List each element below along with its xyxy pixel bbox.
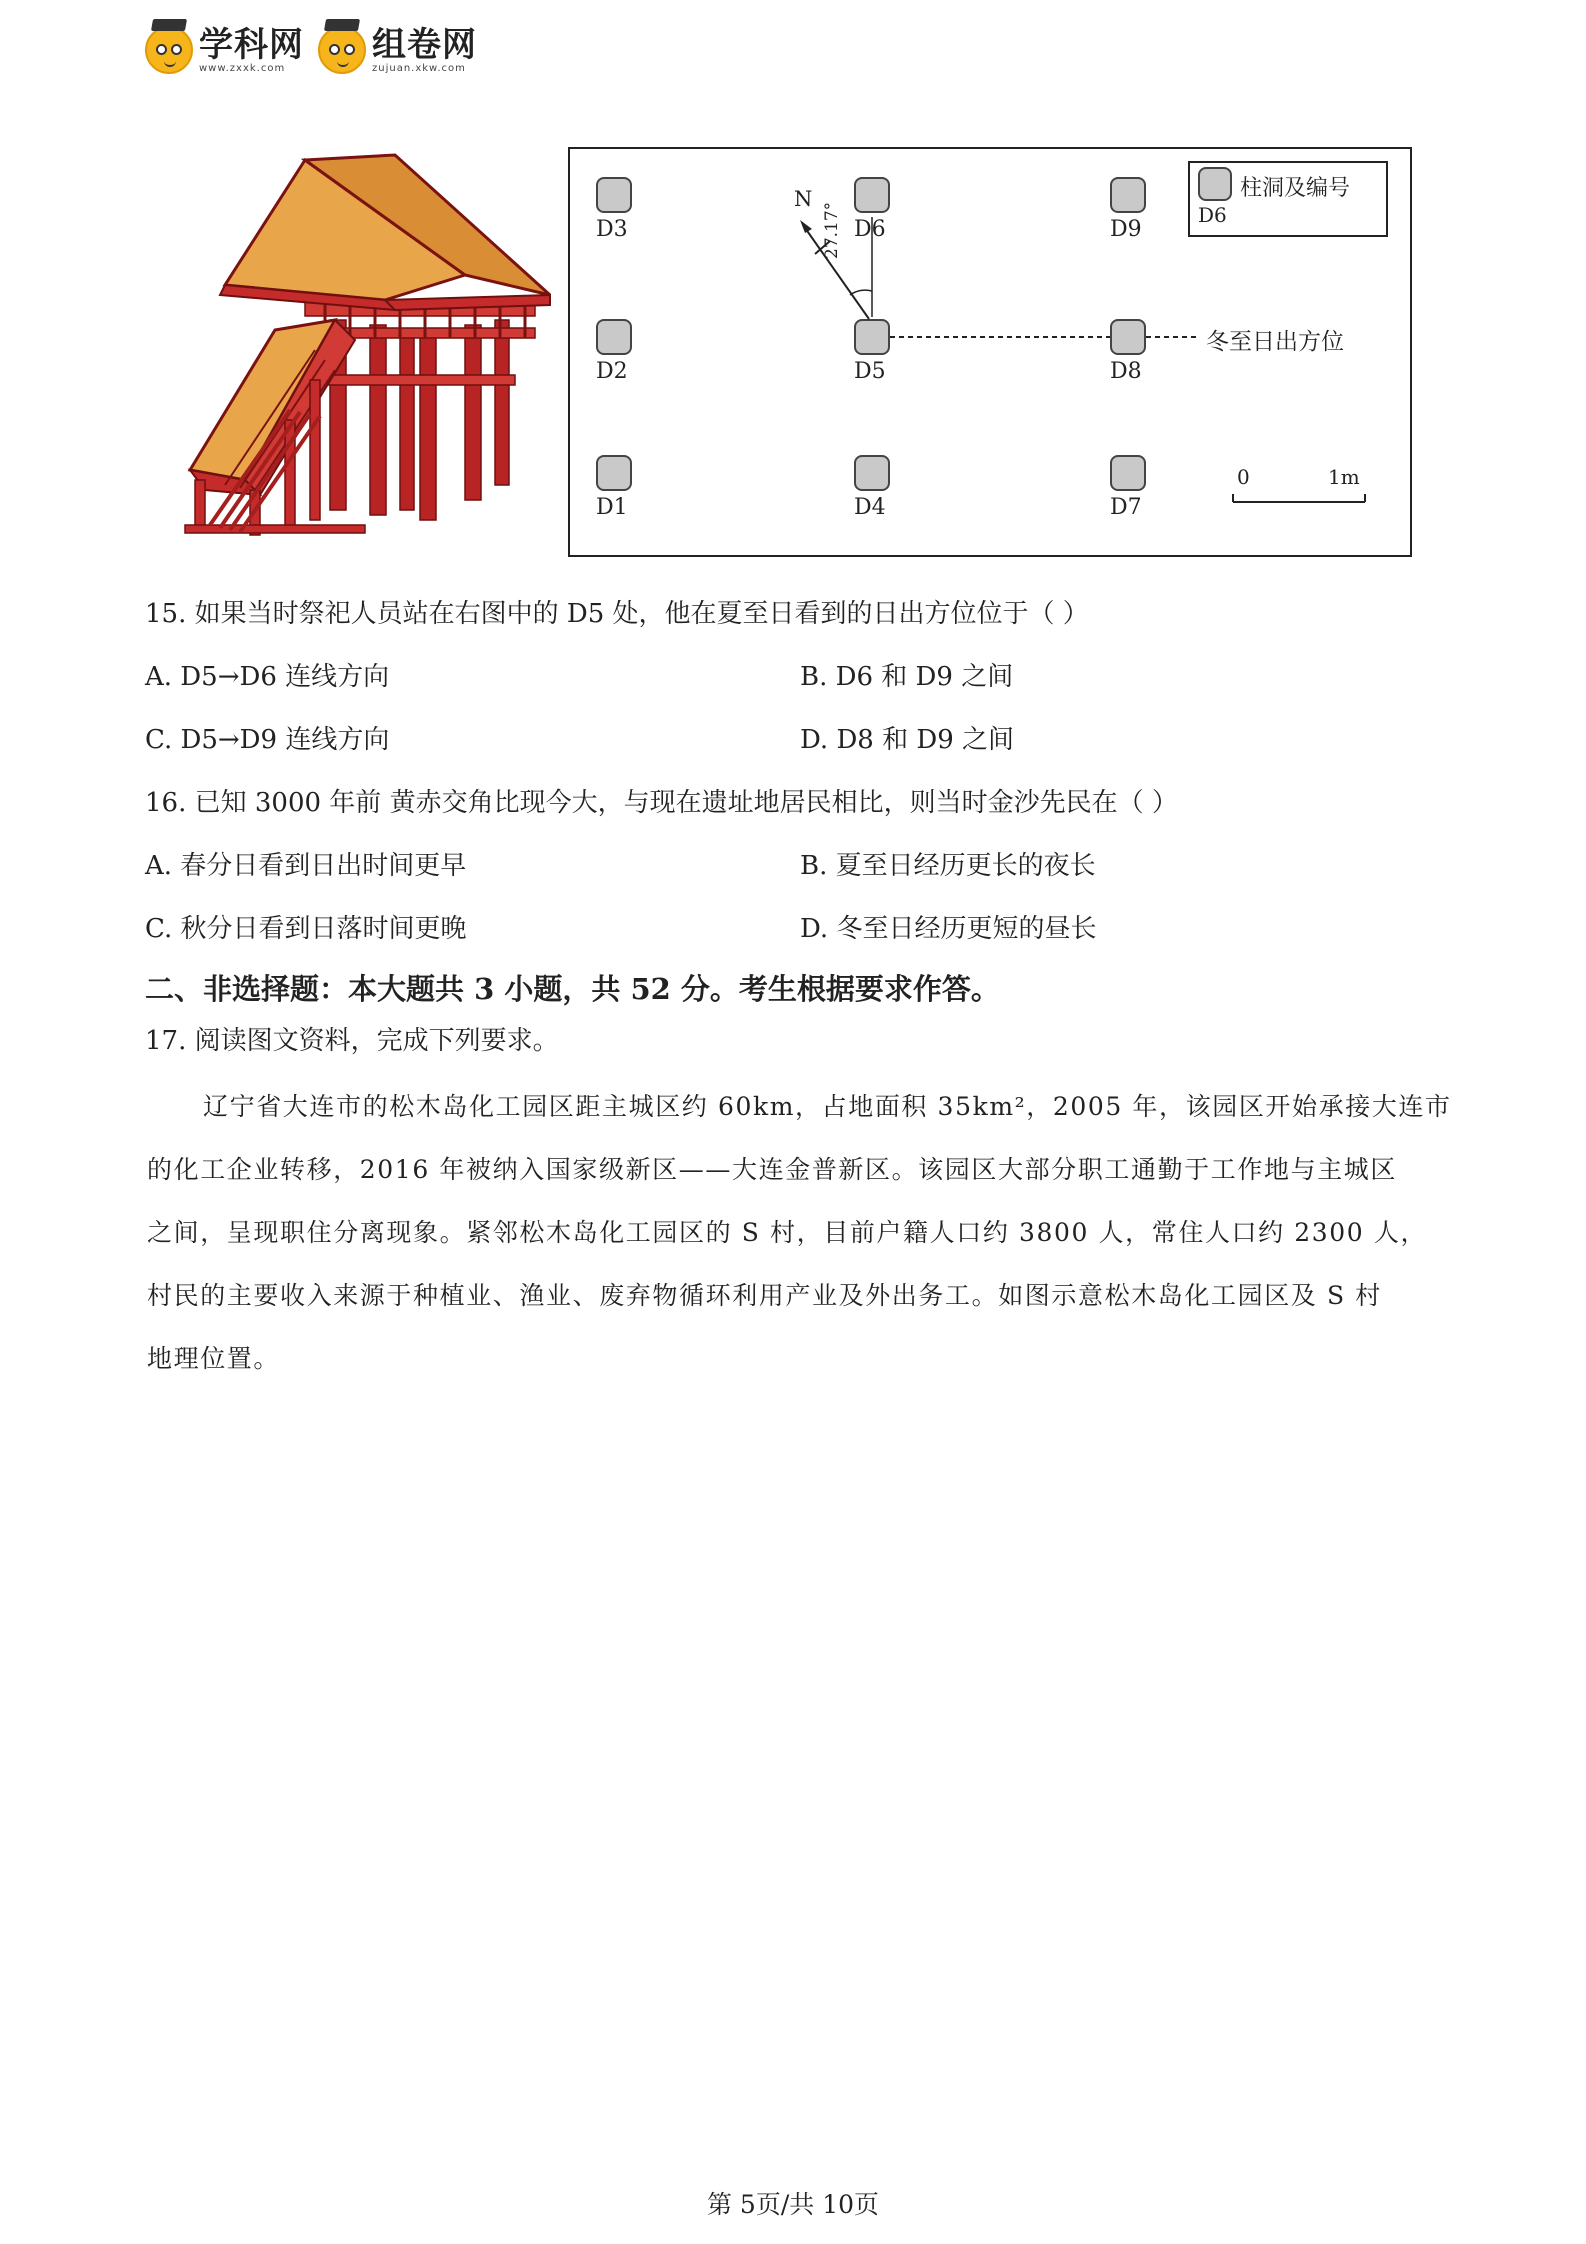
page-number: 第 5页/共 10页 [706, 2190, 880, 2219]
legend-post-icon [1198, 167, 1232, 201]
q15-stem: 15. 如果当时祭祀人员站在右图中的 D5 处，他在夏至日看到的日出方位位于（ ） [145, 599, 1089, 629]
q16-stem: 16. 已知 3000 年前 黄赤交角比现今大，与现在遗址地居民相比，则当时金沙先民在（ ） [145, 788, 1178, 818]
scale-zero: 0 [1237, 465, 1250, 489]
q16-option-c: C. 秋分日看到日落时间更晚 [145, 914, 467, 944]
winter-solstice-label: 冬至日出方位 [1206, 329, 1344, 355]
logo-name: 学科网 [199, 24, 304, 65]
post-label: D3 [596, 217, 628, 242]
legend-text: 柱洞及编号 [1240, 176, 1351, 201]
passage-line: 地理位置。 [147, 1344, 281, 1373]
q17-stem: 17. 阅读图文资料，完成下列要求。 [145, 1026, 559, 1056]
scale-end: 1m [1328, 465, 1360, 489]
post-label: D7 [1110, 495, 1142, 520]
section-heading: 二、非选择题：本大题共 3 小题，共 52 分。考生根据要求作答。 [145, 972, 1000, 1006]
post-label: D4 [854, 495, 886, 520]
q16-option-b: B. 夏至日经历更长的夜长 [800, 851, 1096, 881]
q15-option-d: D. D8 和 D9 之间 [800, 725, 1015, 755]
mascot-icon [318, 26, 366, 74]
q16-option-a: A. 春分日看到日出时间更早 [145, 851, 467, 881]
wooden-tower-illustration [165, 150, 565, 550]
post-label: D6 [854, 217, 886, 242]
post-label: D2 [596, 359, 628, 384]
angle-arc [850, 290, 872, 295]
passage-line: 的化工企业转移，2016 年被纳入国家级新区——大连金普新区。该园区大部分职工通勤于工作地与主城区 [147, 1155, 1397, 1184]
mascot-icon [145, 26, 193, 74]
q17-passage [147, 1075, 1457, 1390]
xuekewang-logo [145, 22, 304, 78]
passage-line: 之间，呈现职住分离现象。紧邻松木岛化工园区的 S 村，目前户籍人口约 3800 人，常住人口约 2300 人， [147, 1218, 1428, 1247]
passage-line: 辽宁省大连市的松木岛化工园区距主城区约 60km，占地面积 35km²，2005 年，该园区开始承接大连市 [203, 1092, 1452, 1121]
passage-line: 村民的主要收入来源于种植业、渔业、废弃物循环利用产业及外出务工。如图示意松木岛化工园区及 S 村 [147, 1281, 1382, 1310]
arrowhead-icon [800, 220, 812, 233]
post-label: D8 [1110, 359, 1142, 384]
q16-option-d: D. 冬至日经历更短的昼长 [800, 914, 1097, 944]
logo-name: 组卷网 [372, 24, 477, 65]
post-label: D5 [854, 359, 886, 384]
zujuanwang-logo [318, 22, 477, 78]
q15-option-b: B. D6 和 D9 之间 [800, 662, 1014, 692]
legend-sample: D6 [1198, 203, 1227, 227]
post-label: D1 [596, 495, 628, 520]
q15-option-c: C. D5→D9 连线方向 [145, 725, 390, 755]
q15-option-a: A. D5→D6 连线方向 [145, 662, 390, 692]
legend [1188, 161, 1388, 237]
logo-url: zujuan.xkw.com [372, 62, 466, 74]
logo-url: www.zxxk.com [199, 62, 286, 74]
post-label: D9 [1110, 217, 1142, 242]
north-label: N [794, 187, 813, 211]
post-hole-plan [568, 147, 1412, 557]
angle-label: 27.17° [822, 201, 842, 259]
